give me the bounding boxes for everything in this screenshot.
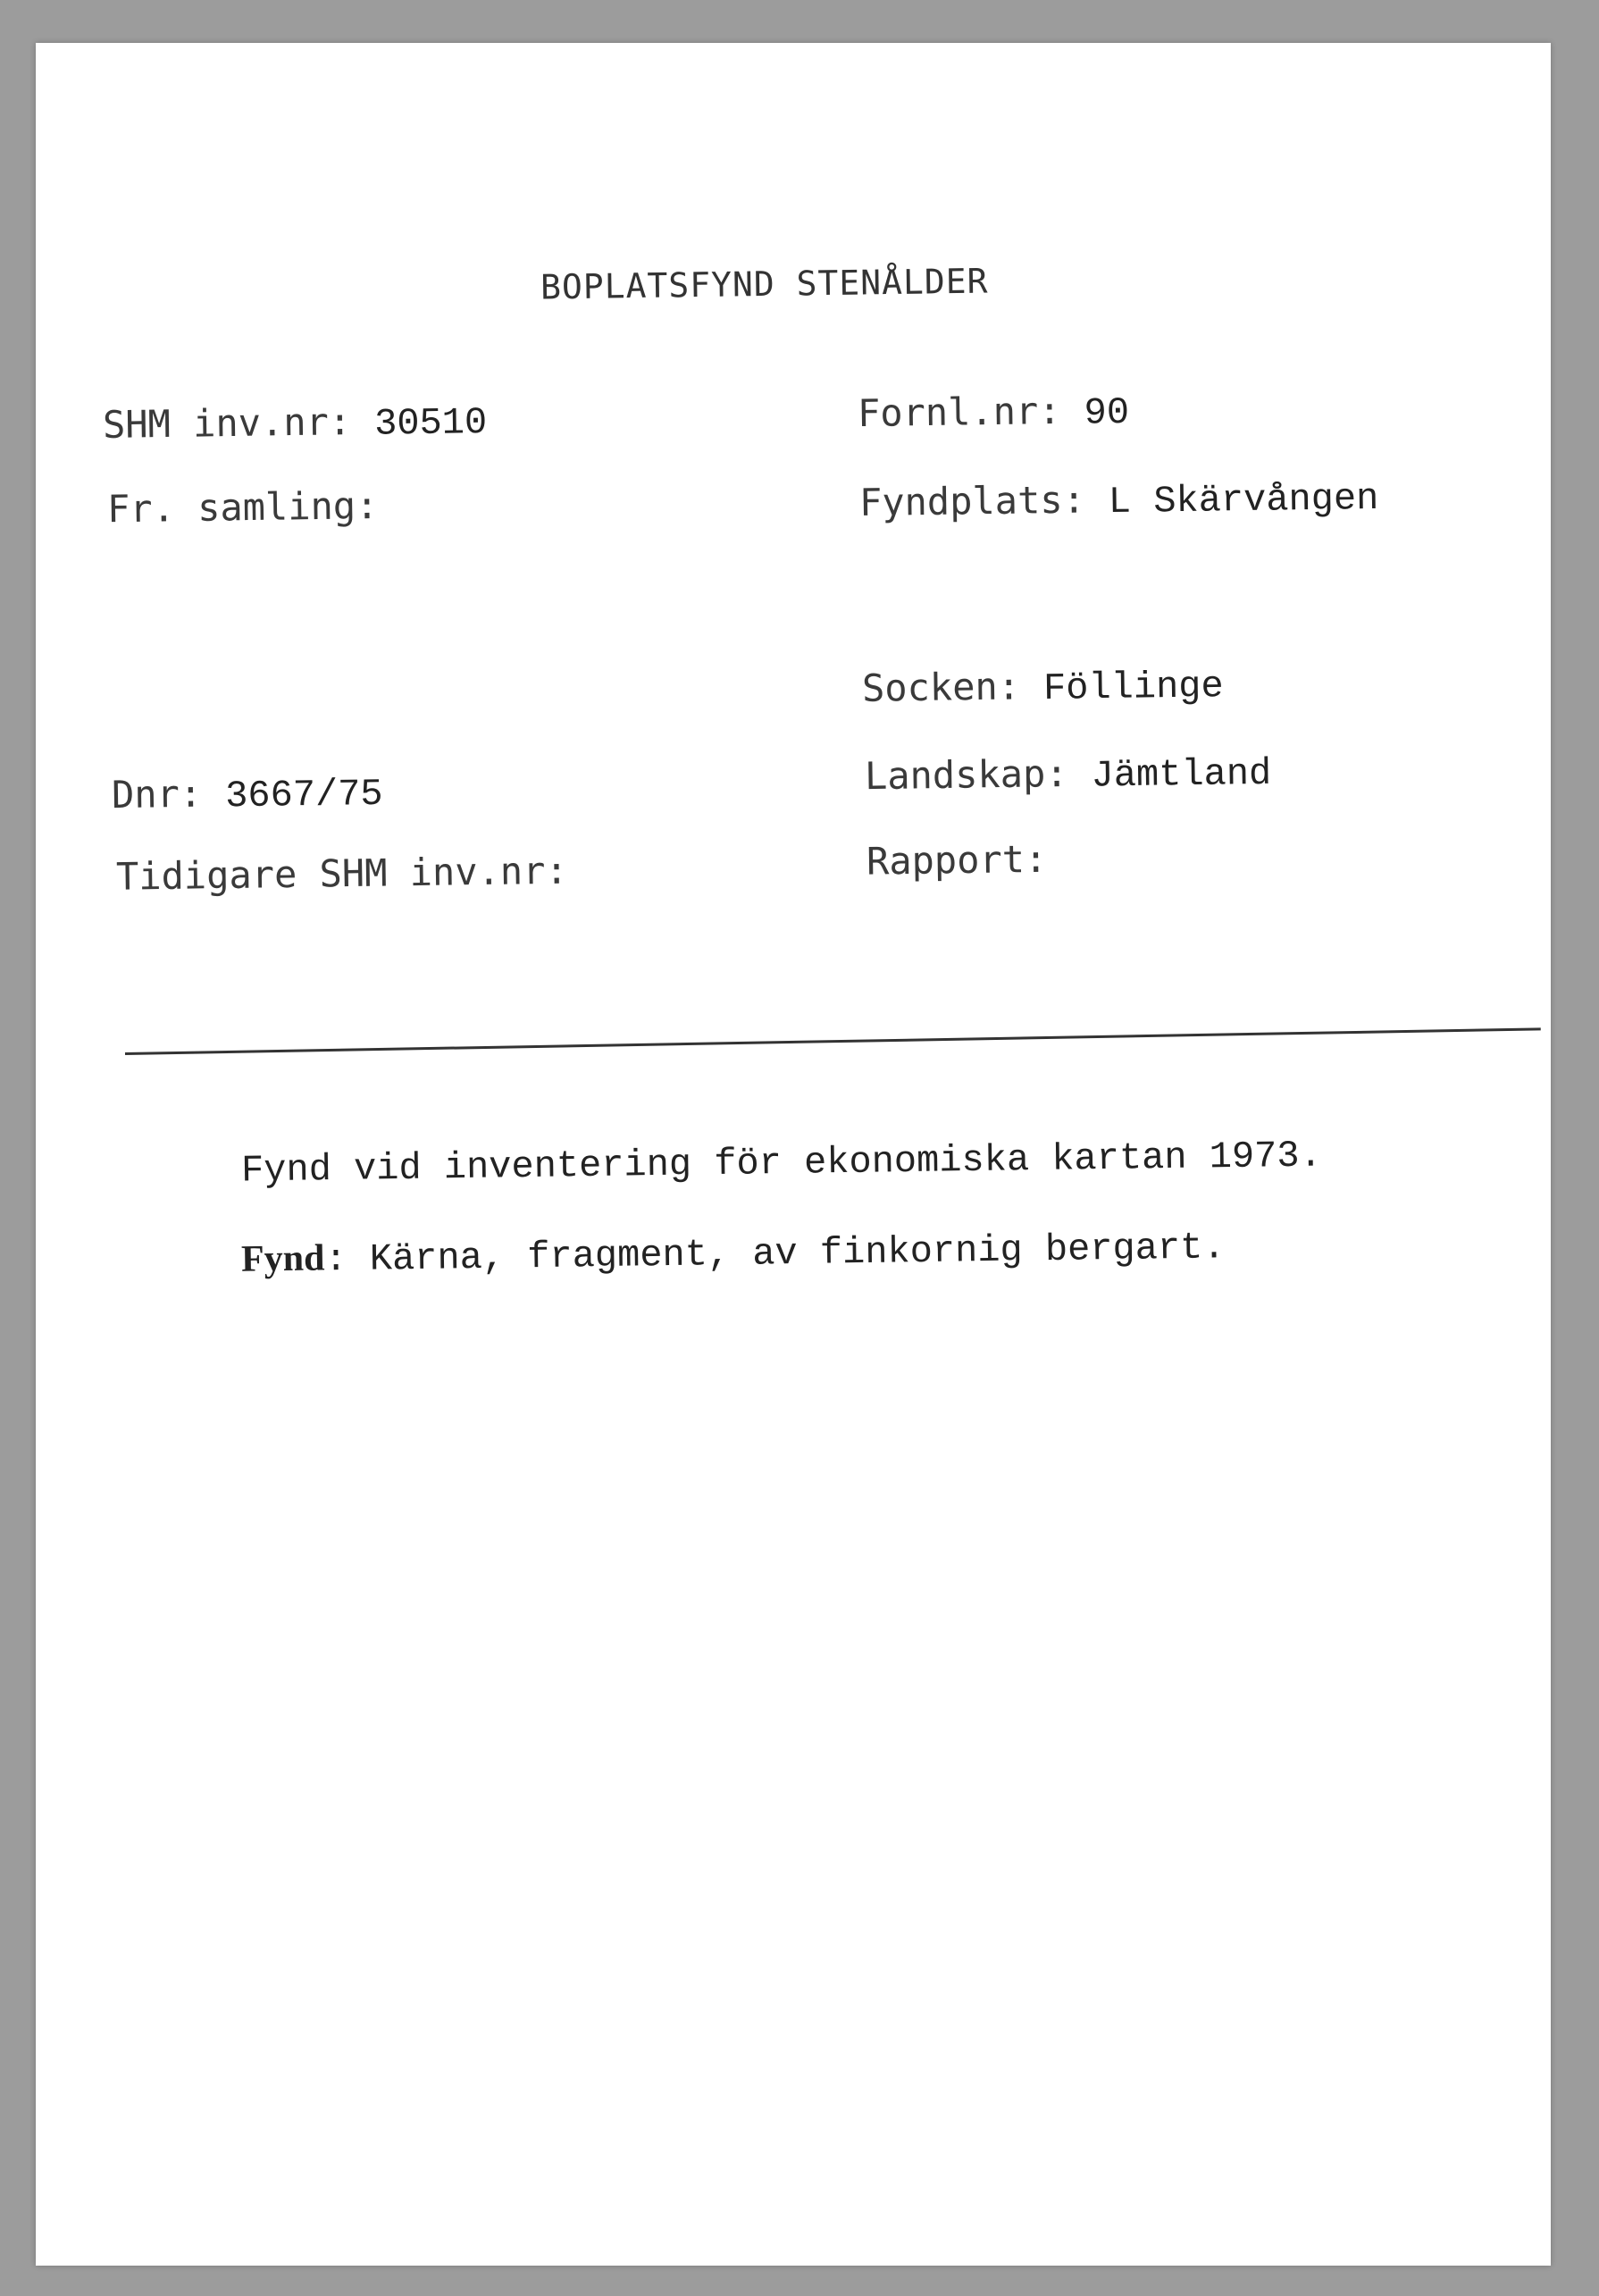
socken-value: Föllinge — [1042, 665, 1224, 710]
shm-inv-label: SHM inv.nr: — [102, 399, 352, 448]
card-title: BOPLATSFYND STENÅLDER — [540, 261, 989, 307]
fyndplats-field — [859, 473, 1379, 527]
shm-inv-field — [103, 398, 488, 449]
fr-samling-value — [401, 487, 402, 530]
landskap-label: Landskap: — [864, 751, 1068, 799]
note-line-2 — [241, 1224, 1226, 1282]
divider-line — [125, 1027, 1541, 1055]
fornl-field — [858, 388, 1130, 438]
dnr-field — [112, 769, 383, 819]
tidigare-value — [590, 851, 591, 894]
tidigare-field — [116, 848, 591, 901]
index-card — [36, 43, 1551, 2266]
fynd-text: Kärna, fragment, av finkornig bergart. — [369, 1226, 1226, 1281]
landskap-field — [865, 749, 1272, 800]
socken-label: Socken: — [861, 664, 1021, 710]
fornl-value: 90 — [1084, 390, 1130, 435]
landskap-value: Jämtland — [1091, 751, 1272, 798]
fyndplats-label: Fyndplats: — [858, 477, 1086, 525]
rapport-field — [866, 836, 1071, 885]
tidigare-label: Tidigare SHM inv.nr: — [115, 848, 569, 899]
fynd-colon: : — [324, 1238, 347, 1282]
dnr-value: 3667/75 — [224, 772, 383, 818]
fr-samling-field — [107, 483, 402, 534]
rapport-value — [1070, 840, 1071, 883]
dnr-label: Dnr: — [111, 771, 203, 817]
socken-field — [862, 661, 1224, 713]
fynd-label: Fynd — [240, 1237, 325, 1280]
shm-inv-value: 30510 — [373, 400, 488, 446]
note-line-1: Fynd vid inventering för ekonomiska kartan 1973. — [240, 1134, 1323, 1193]
fornl-label: Fornl.nr: — [857, 388, 1061, 436]
rapport-label: Rapport: — [866, 836, 1048, 884]
fr-samling-label: Fr. samling: — [106, 483, 379, 532]
fyndplats-value: L Skärvången — [1108, 476, 1379, 524]
